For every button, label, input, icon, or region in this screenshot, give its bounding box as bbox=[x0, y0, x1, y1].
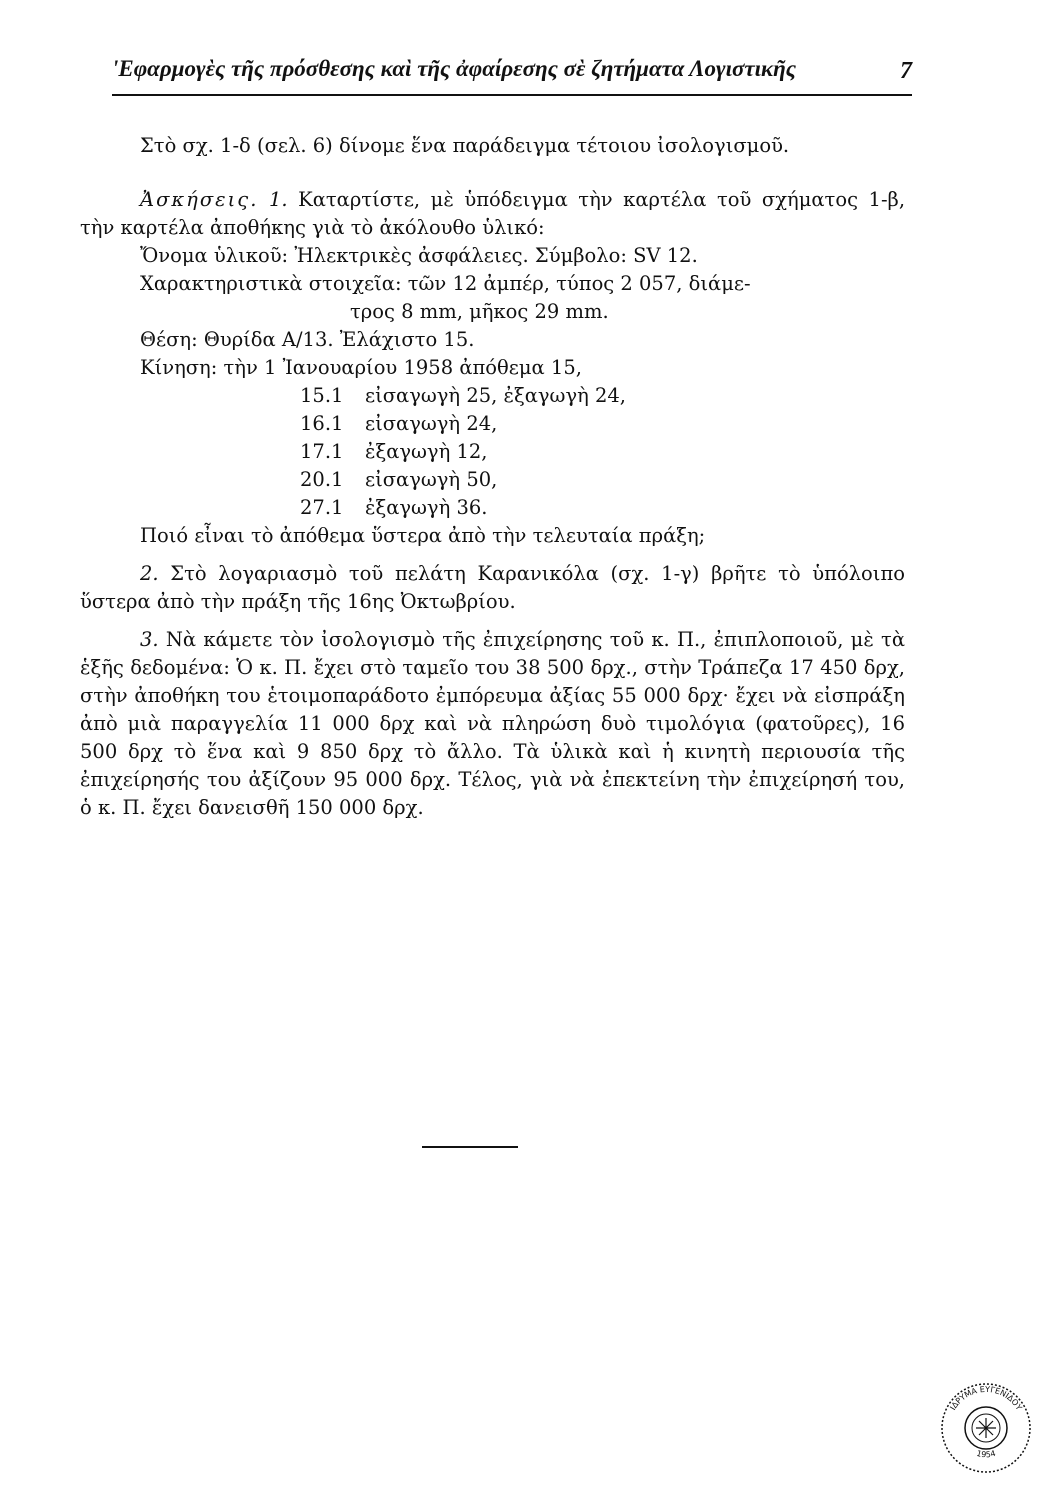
movement-date: 20.1 bbox=[300, 468, 344, 491]
exercises-heading: Ἀσκήσεις. bbox=[140, 188, 259, 211]
list-item bbox=[300, 466, 905, 494]
list-item bbox=[300, 438, 905, 466]
list-item bbox=[300, 494, 905, 522]
exercise-3-paragraph bbox=[80, 626, 905, 822]
movement-list bbox=[80, 382, 905, 522]
foundation-seal bbox=[940, 1382, 1032, 1474]
movement-date: 15.1 bbox=[300, 384, 344, 407]
movement-date: 17.1 bbox=[300, 440, 344, 463]
movement-date: 27.1 bbox=[300, 496, 344, 519]
running-header bbox=[112, 56, 912, 96]
exercise-2-paragraph bbox=[80, 560, 905, 616]
movement-date: 16.1 bbox=[300, 412, 344, 435]
movement-text: εἰσαγωγὴ 25, ἐξαγωγὴ 24, bbox=[365, 384, 627, 407]
material-specs-line: Χαρακτηριστικὰ στοιχεῖα: τῶν 12 ἀμπέρ, τύπος 2 057, διάμε- bbox=[140, 272, 751, 295]
exercise-2-text: Στὸ λογαριασμὸ τοῦ πελάτη Καρανικόλα (σχ. 1-γ) βρῆτε τὸ ὑπόλοιπο ὕστερα ἀπὸ τὴν πράξη τῆς 16ης Ὀκτωβρίου. bbox=[80, 562, 905, 613]
exercise-3-number: 3. bbox=[140, 628, 159, 651]
seal-text-top: ΙΔΡΥΜΑ ΕΥΓΕΝΙΔΟΥ bbox=[948, 1384, 1024, 1412]
material-details bbox=[80, 242, 905, 382]
material-movement-line: Κίνηση: τὴν 1 Ἰανουαρίου 1958 ἀπόθεμα 15, bbox=[140, 356, 582, 379]
intro-paragraph: Στὸ σχ. 1-δ (σελ. 6) δίνομε ἕνα παράδειγμα τέτοιου ἰσολογισμοῦ. bbox=[140, 134, 790, 157]
seal-star-icon bbox=[976, 1418, 996, 1438]
seal-year: 1954 bbox=[975, 1448, 997, 1460]
movement-text: εἰσαγωγὴ 50, bbox=[365, 468, 498, 491]
exercise-3-text: Νὰ κάμετε τὸν ἰσολογισμὸ τῆς ἐπιχείρησης τοῦ κ. Π., ἐπιπλοποιοῦ, μὲ τὰ ἑξῆς δεδομένα: Ὁ κ. Π. ἔχει στὸ ταμεῖο του 38 500 δρχ., στὴν Τράπεζα 17 450 δρχ, στὴν ἀποθήκη του ἑτοιμοπαράδοτο ἐμπόρευμα ἀξίας 55 000 δρχ· ἔχει νὰ εἰσπράξη ἀπὸ μιὰ παραγγελία 11 000 δρχ καὶ νὰ πληρώση δυὸ τιμολόγια (φατοῦρες), 16 500 δρχ τὸ ἕνα καὶ 9 850 δρχ τὸ ἄλλο. Τὰ ὑλικὰ καὶ ἡ κινητὴ περιουσία τῆς ἐπιχείρησής του ἀξίζουν 95 000 δρχ. Τέλος, γιὰ νὰ ἐπεκτείνη τὴν ἐπιχείρησή του, ὁ κ. Π. ἔχει δανεισθῆ 150 000 δρχ. bbox=[80, 628, 905, 819]
list-item bbox=[300, 382, 905, 410]
end-rule bbox=[422, 1146, 518, 1148]
exercise-1-text: Καταρτίστε, μὲ ὑπόδειγμα τὴν καρτέλα τοῦ σχήματος 1-β, τὴν καρτέλα ἀποθήκης γιὰ τὸ ἀκόλουθο ὑλικό: bbox=[80, 188, 906, 239]
running-header-title: 'Εφαρμογὲς τῆς πρόσθεσης καὶ τῆς ἀφαίρεσης σὲ ζητήματα Λογιστικῆς bbox=[112, 56, 797, 81]
exercise-1-question: Ποιό εἶναι τὸ ἀπόθεμα ὕστερα ἀπὸ τὴν τελευταία πράξη; bbox=[140, 524, 706, 547]
movement-text: εἰσαγωγὴ 24, bbox=[365, 412, 498, 435]
page-number: 7 bbox=[900, 58, 912, 84]
movement-text: ἐξαγωγὴ 36. bbox=[365, 496, 488, 519]
material-position-line: Θέση: Θυρίδα Α/13. Ἐλάχιστο 15. bbox=[140, 328, 475, 351]
movement-text: ἐξαγωγὴ 12, bbox=[365, 440, 488, 463]
page-body bbox=[80, 132, 905, 822]
material-specs-continuation: τρος 8 mm, μῆκος 29 mm. bbox=[350, 300, 609, 323]
exercise-1-number: 1. bbox=[268, 188, 288, 211]
exercise-2-number: 2. bbox=[140, 562, 159, 585]
material-name-line: Ὄνομα ὑλικοῦ: Ἠλεκτρικὲς ἀσφάλειες. Σύμβολο: SV 12. bbox=[140, 244, 698, 267]
header-rule bbox=[112, 94, 912, 96]
exercise-1-paragraph bbox=[80, 186, 905, 242]
list-item bbox=[300, 410, 905, 438]
